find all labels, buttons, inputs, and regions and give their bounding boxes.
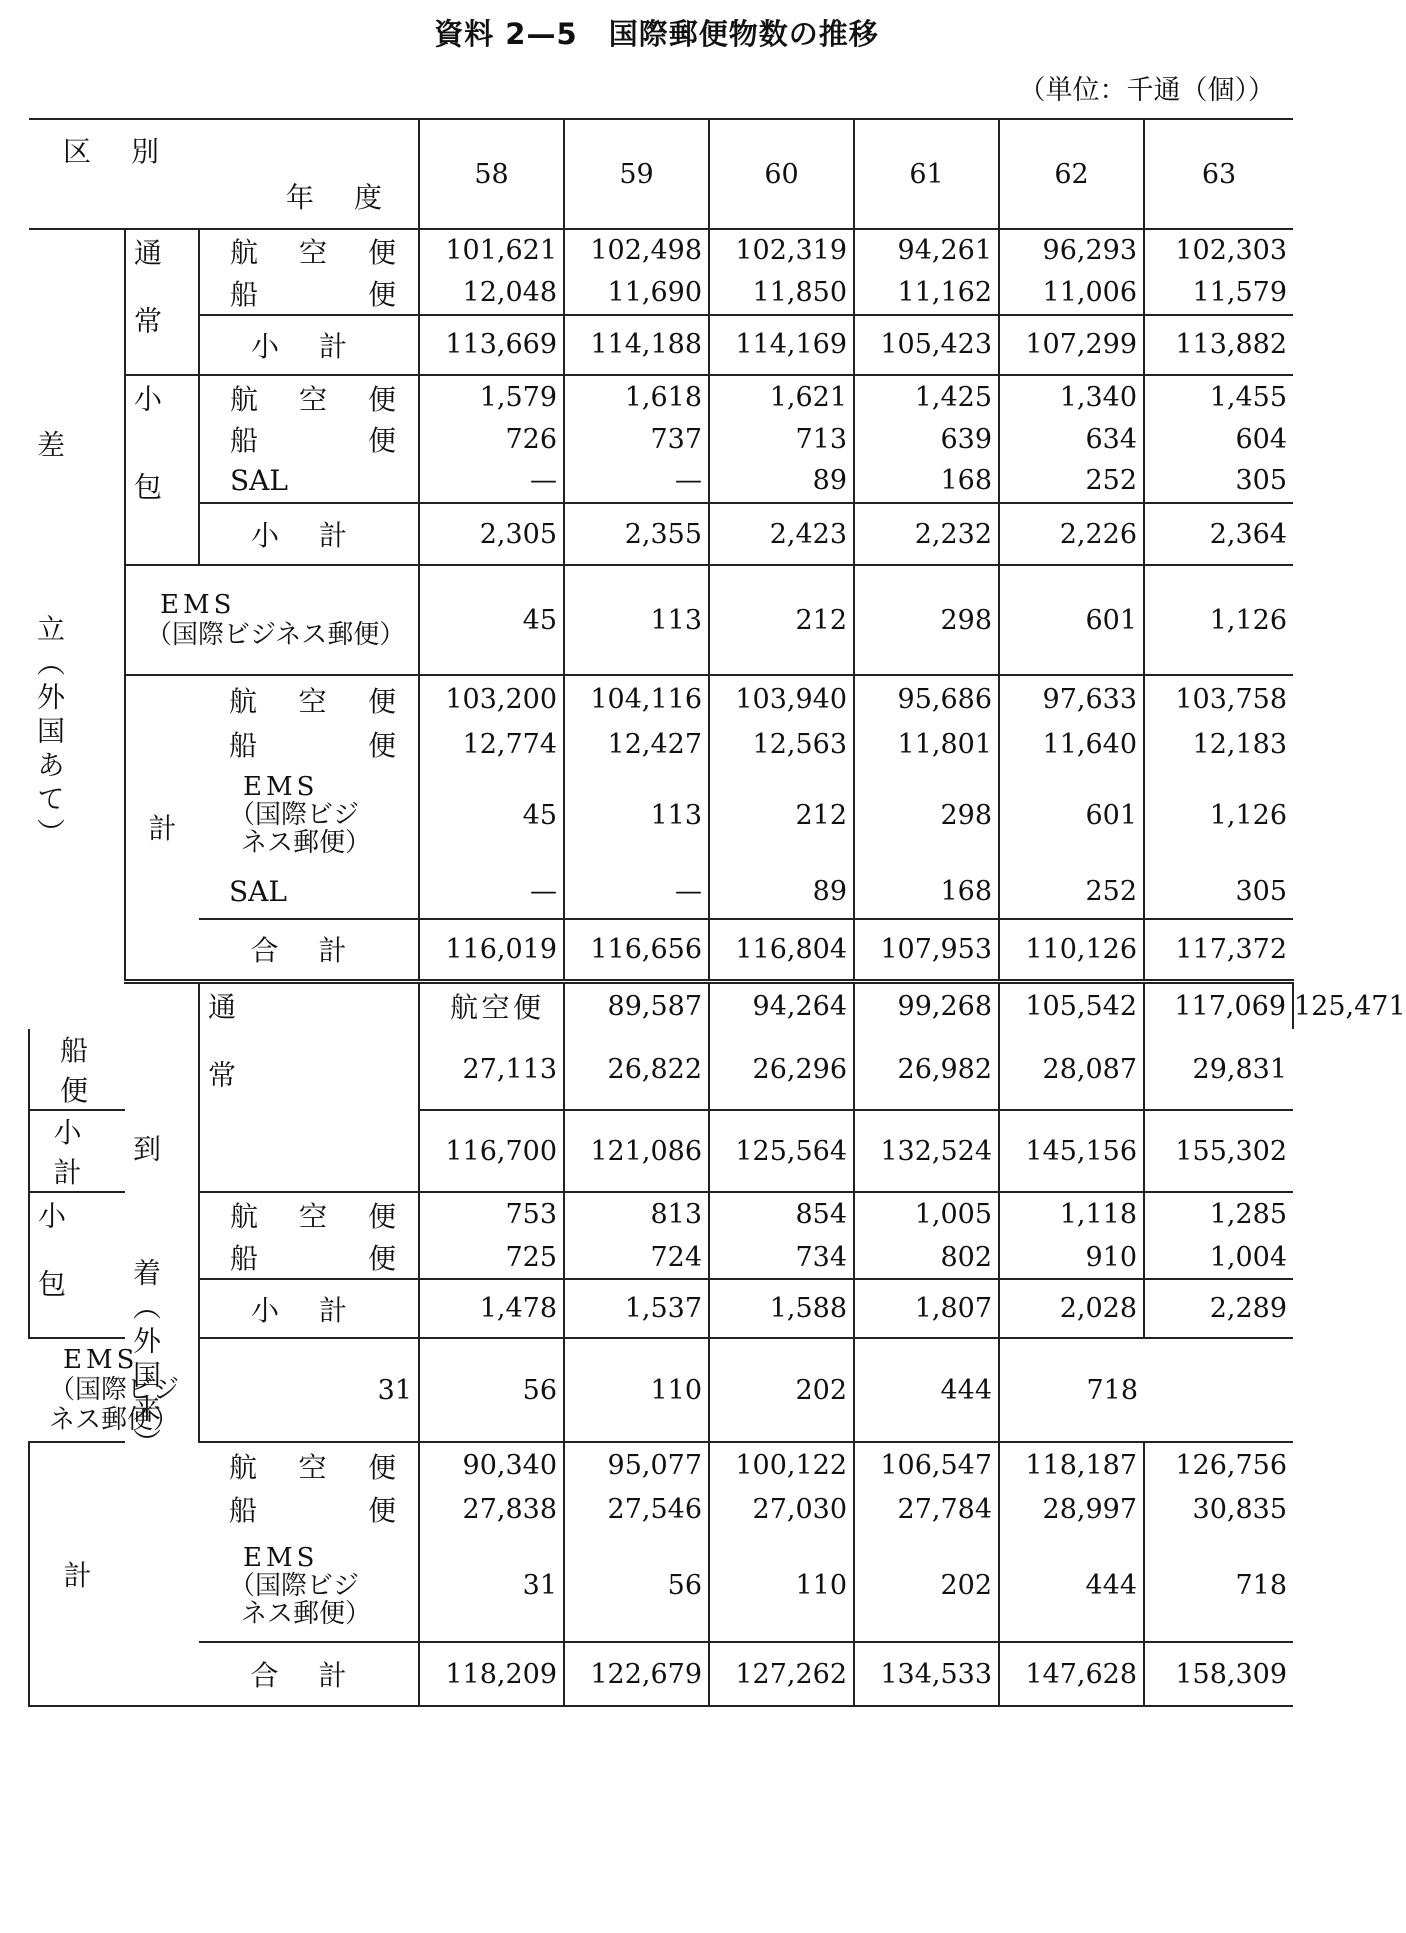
cell: 212 bbox=[709, 765, 854, 865]
cell: 27,784 bbox=[854, 1488, 999, 1530]
cell: 2,355 bbox=[564, 503, 709, 565]
arrive-total-label: 計 bbox=[29, 1442, 125, 1706]
cell: 105,423 bbox=[854, 315, 999, 376]
arrive-normal-air-label: 航空便 bbox=[419, 981, 564, 1029]
table-row bbox=[29, 1442, 1293, 1488]
cell: 27,030 bbox=[709, 1488, 854, 1530]
page-title bbox=[0, 12, 1313, 53]
cell: 2,364 bbox=[1144, 503, 1293, 565]
send-total-air-label: 航空便 bbox=[229, 684, 397, 718]
cell: 103,758 bbox=[1144, 675, 1293, 723]
cell: 737 bbox=[564, 419, 709, 459]
cell: 45 bbox=[419, 765, 564, 865]
cell: 147,628 bbox=[999, 1642, 1144, 1706]
cell: 601 bbox=[999, 565, 1144, 675]
send-label-bottom: 立（外国あて） bbox=[33, 614, 66, 852]
cell: 27,838 bbox=[419, 1488, 564, 1530]
cell: 26,296 bbox=[709, 1029, 854, 1110]
ems-short-line1: EMS bbox=[243, 1542, 319, 1573]
cell: 11,850 bbox=[709, 272, 854, 315]
cell: 212 bbox=[709, 565, 854, 675]
cell: 31 bbox=[419, 1530, 564, 1642]
arrive-ems-label bbox=[29, 1338, 199, 1442]
cell: 89 bbox=[709, 459, 854, 503]
header-corner bbox=[29, 119, 419, 229]
send-total-ems-label bbox=[199, 765, 419, 865]
year-63: 63 bbox=[1144, 119, 1293, 229]
ems-short-line2: （国際ビジ bbox=[229, 800, 360, 830]
category-header-label: 区 別 bbox=[63, 135, 166, 168]
cell: 2,423 bbox=[709, 503, 854, 565]
ems-short-line2: （国際ビジ bbox=[229, 1570, 360, 1601]
cell: 94,261 bbox=[854, 229, 999, 272]
table-row bbox=[29, 1279, 1293, 1338]
table-row bbox=[29, 229, 1293, 272]
ems-short-line3: ネス郵便） bbox=[241, 1598, 372, 1629]
ems-short-line1: EMS bbox=[243, 772, 319, 802]
cell: 105,542 bbox=[999, 981, 1144, 1029]
cell: 127,262 bbox=[709, 1642, 854, 1706]
cell: — bbox=[564, 459, 709, 503]
cell: 31 bbox=[199, 1338, 419, 1442]
cell: 252 bbox=[999, 865, 1144, 919]
cell: 100,122 bbox=[709, 1442, 854, 1488]
cell: 1,807 bbox=[854, 1279, 999, 1338]
table-row bbox=[29, 503, 1293, 565]
cell: 11,579 bbox=[1144, 272, 1293, 315]
cell: 813 bbox=[564, 1192, 709, 1237]
cell: 110,126 bbox=[999, 919, 1144, 981]
send-ems-label bbox=[125, 565, 419, 675]
cell: 56 bbox=[419, 1338, 564, 1442]
cell: 604 bbox=[1144, 419, 1293, 459]
cell: 1,618 bbox=[564, 375, 709, 419]
cell: 89,587 bbox=[564, 981, 709, 1029]
cell: 305 bbox=[1144, 459, 1293, 503]
cell: 713 bbox=[709, 419, 854, 459]
cell: 1,118 bbox=[999, 1192, 1144, 1237]
cell: — bbox=[419, 459, 564, 503]
send-normal-air-label: 航空便 bbox=[199, 229, 419, 272]
table-row bbox=[29, 723, 1293, 765]
arrive-parcel-subtotal-label: 小計 bbox=[199, 1279, 419, 1338]
cell: 104,116 bbox=[564, 675, 709, 723]
ems-label-line1: EMS bbox=[160, 590, 236, 620]
send-parcel-sea-label: 船便 bbox=[199, 419, 419, 459]
cell: 102,498 bbox=[564, 229, 709, 272]
header-row bbox=[29, 119, 1293, 229]
ems-short-line3: ネス郵便） bbox=[241, 828, 372, 858]
table-row bbox=[29, 459, 1293, 503]
cell: 802 bbox=[854, 1237, 999, 1280]
arrive-grand-total-label: 合計 bbox=[250, 1659, 387, 1692]
table-row bbox=[29, 1530, 1293, 1642]
send-total-sal-label: SAL bbox=[229, 875, 287, 908]
cell: 2,028 bbox=[999, 1279, 1144, 1338]
send-parcel-label: 小包 bbox=[125, 375, 199, 565]
table-row bbox=[29, 1488, 1293, 1530]
cell: 444 bbox=[854, 1338, 999, 1442]
cell: 116,019 bbox=[419, 919, 564, 981]
cell: 125,564 bbox=[709, 1110, 854, 1192]
cell: 1,588 bbox=[709, 1279, 854, 1338]
arrive-label-bottom: 着（外国来） bbox=[129, 1257, 162, 1462]
cell: 1,425 bbox=[854, 375, 999, 419]
cell: 95,686 bbox=[854, 675, 999, 723]
cell: 1,126 bbox=[1144, 765, 1293, 865]
send-parcel-subtotal-label: 小計 bbox=[199, 503, 419, 565]
cell: 12,048 bbox=[419, 272, 564, 315]
cell: — bbox=[564, 865, 709, 919]
cell: 634 bbox=[999, 419, 1144, 459]
cell: 26,982 bbox=[854, 1029, 999, 1110]
table-row bbox=[29, 1642, 1293, 1706]
cell: 1,004 bbox=[1144, 1237, 1293, 1280]
cell: 103,200 bbox=[419, 675, 564, 723]
cell: 168 bbox=[854, 459, 999, 503]
cell: 1,579 bbox=[419, 375, 564, 419]
cell: 11,690 bbox=[564, 272, 709, 315]
year-header-label: 年 度 bbox=[286, 181, 389, 214]
year-60: 60 bbox=[709, 119, 854, 229]
year-62: 62 bbox=[999, 119, 1144, 229]
cell: 89 bbox=[709, 865, 854, 919]
table-row bbox=[29, 765, 1293, 865]
cell: 718 bbox=[999, 1338, 1144, 1442]
cell: 102,303 bbox=[1144, 229, 1293, 272]
cell: 27,113 bbox=[419, 1029, 564, 1110]
year-61: 61 bbox=[854, 119, 999, 229]
unit-label: （単位：千通（個）） bbox=[1018, 75, 1275, 106]
arrive-parcel-sea-label: 船便 bbox=[199, 1237, 419, 1280]
table-row: 到 着（外国来） 通常 航空便 89,587 94,264 99,268 105,542 117,069 125,471 bbox=[29, 981, 1293, 1029]
ems-label-line2: （国際ビジネス郵便） bbox=[49, 1375, 180, 1435]
cell: 2,226 bbox=[999, 503, 1144, 565]
arrive-label-top: 到 bbox=[129, 1133, 162, 1168]
cell: 11,006 bbox=[999, 272, 1144, 315]
cell: 11,640 bbox=[999, 723, 1144, 765]
cell: 118,209 bbox=[419, 1642, 564, 1706]
cell: 11,162 bbox=[854, 272, 999, 315]
table-row bbox=[29, 675, 1293, 723]
year-58: 58 bbox=[419, 119, 564, 229]
cell: 110 bbox=[564, 1338, 709, 1442]
cell: 103,940 bbox=[709, 675, 854, 723]
arrive-parcel-label: 小包 bbox=[29, 1192, 125, 1338]
send-parcel-air-label: 航空便 bbox=[199, 375, 419, 419]
cell: 725 bbox=[419, 1237, 564, 1280]
cell: 126,756 bbox=[1144, 1442, 1293, 1488]
table-row bbox=[29, 1237, 1293, 1280]
send-label-top: 差 bbox=[33, 430, 66, 464]
cell: 118,187 bbox=[999, 1442, 1144, 1488]
cell: 96,293 bbox=[999, 229, 1144, 272]
cell: 726 bbox=[419, 419, 564, 459]
cell: 113,669 bbox=[419, 315, 564, 376]
table-row bbox=[29, 1338, 1293, 1442]
cell: 134,533 bbox=[854, 1642, 999, 1706]
cell: 117,069 bbox=[1144, 981, 1293, 1029]
table-row bbox=[29, 375, 1293, 419]
cell: 107,953 bbox=[854, 919, 999, 981]
cell: 910 bbox=[999, 1237, 1144, 1280]
cell: 56 bbox=[564, 1530, 709, 1642]
cell: 601 bbox=[999, 765, 1144, 865]
cell: 122,679 bbox=[564, 1642, 709, 1706]
cell: 12,183 bbox=[1144, 723, 1293, 765]
cell: 26,822 bbox=[564, 1029, 709, 1110]
cell: 30,835 bbox=[1144, 1488, 1293, 1530]
cell: 28,997 bbox=[999, 1488, 1144, 1530]
title-label: 資料 2—5 bbox=[434, 17, 578, 51]
cell: 724 bbox=[564, 1237, 709, 1280]
cell: 734 bbox=[709, 1237, 854, 1280]
arrive-total-ems-label bbox=[199, 1530, 419, 1642]
cell: 106,547 bbox=[854, 1442, 999, 1488]
arrive-normal-subtotal-label: 小計 bbox=[29, 1110, 125, 1192]
arrive-normal-sea-label: 船便 bbox=[29, 1029, 125, 1110]
cell: 102,319 bbox=[709, 229, 854, 272]
send-normal-sea-label: 船便 bbox=[199, 272, 419, 315]
ems-label-line2: （国際ビジネス郵便） bbox=[146, 620, 406, 650]
cell: 99,268 bbox=[854, 981, 999, 1029]
arrive-total-air-label: 航空便 bbox=[229, 1450, 397, 1484]
cell: 202 bbox=[854, 1530, 999, 1642]
cell: 12,774 bbox=[419, 723, 564, 765]
send-normal-label: 通常 bbox=[125, 229, 199, 375]
cell: 94,264 bbox=[709, 981, 854, 1029]
cell: 639 bbox=[854, 419, 999, 459]
cell: 854 bbox=[709, 1192, 854, 1237]
title-text: 国際郵便物数の推移 bbox=[608, 17, 879, 51]
cell: 116,656 bbox=[564, 919, 709, 981]
cell: 1,478 bbox=[419, 1279, 564, 1338]
cell: 1,285 bbox=[1144, 1192, 1293, 1237]
cell: 97,633 bbox=[999, 675, 1144, 723]
year-59: 59 bbox=[564, 119, 709, 229]
table-row bbox=[29, 565, 1293, 675]
cell: 1,340 bbox=[999, 375, 1144, 419]
cell: 11,801 bbox=[854, 723, 999, 765]
cell: 12,563 bbox=[709, 723, 854, 765]
cell: 305 bbox=[1144, 865, 1293, 919]
cell: 132,524 bbox=[854, 1110, 999, 1192]
ems-label-line1: EMS bbox=[63, 1345, 139, 1375]
cell: 114,188 bbox=[564, 315, 709, 376]
cell: 168 bbox=[854, 865, 999, 919]
cell: 113 bbox=[564, 765, 709, 865]
cell: 158,309 bbox=[1144, 1642, 1293, 1706]
cell: 444 bbox=[999, 1530, 1144, 1642]
table-row bbox=[29, 419, 1293, 459]
table-row bbox=[29, 272, 1293, 315]
cell: 121,086 bbox=[564, 1110, 709, 1192]
send-normal-subtotal-label: 小計 bbox=[199, 315, 419, 376]
table-row bbox=[29, 919, 1293, 981]
cell: 298 bbox=[854, 565, 999, 675]
cell: 113,882 bbox=[1144, 315, 1293, 376]
cell: 2,289 bbox=[1144, 1279, 1293, 1338]
send-label bbox=[29, 229, 125, 1029]
cell: 116,700 bbox=[419, 1110, 564, 1192]
arrive-normal-label: 通常 bbox=[199, 981, 419, 1192]
send-total-label: 計 bbox=[125, 675, 199, 981]
postal-table bbox=[28, 118, 1406, 1707]
table-row bbox=[29, 1192, 1293, 1237]
cell: 28,087 bbox=[999, 1029, 1144, 1110]
cell: 202 bbox=[709, 1338, 854, 1442]
cell: 1,621 bbox=[709, 375, 854, 419]
cell: 1,455 bbox=[1144, 375, 1293, 419]
cell: 155,302 bbox=[1144, 1110, 1293, 1192]
cell: 29,831 bbox=[1144, 1029, 1293, 1110]
send-parcel-sal-label: SAL bbox=[199, 459, 419, 503]
cell: 1,126 bbox=[1144, 565, 1293, 675]
cell: 101,621 bbox=[419, 229, 564, 272]
cell: 2,232 bbox=[854, 503, 999, 565]
cell: 12,427 bbox=[564, 723, 709, 765]
cell: 2,305 bbox=[419, 503, 564, 565]
cell: 298 bbox=[854, 765, 999, 865]
cell: 252 bbox=[999, 459, 1144, 503]
cell: 718 bbox=[1144, 1530, 1293, 1642]
table-row bbox=[29, 315, 1293, 376]
arrive-total-sea-label: 船便 bbox=[229, 1494, 397, 1527]
cell: 1,537 bbox=[564, 1279, 709, 1338]
cell: 45 bbox=[419, 565, 564, 675]
cell: 114,169 bbox=[709, 315, 854, 376]
cell: 753 bbox=[419, 1192, 564, 1237]
send-grand-total-label: 合計 bbox=[250, 934, 387, 968]
table-row bbox=[29, 865, 1293, 919]
cell: — bbox=[419, 865, 564, 919]
cell: 145,156 bbox=[999, 1110, 1144, 1192]
cell: 116,804 bbox=[709, 919, 854, 981]
cell: 107,299 bbox=[999, 315, 1144, 376]
cell: 113 bbox=[564, 565, 709, 675]
cell: 117,372 bbox=[1144, 919, 1293, 981]
send-total-sea-label: 船便 bbox=[229, 729, 397, 762]
cell: 1,005 bbox=[854, 1192, 999, 1237]
arrive-parcel-air-label: 航空便 bbox=[199, 1192, 419, 1237]
cell: 90,340 bbox=[419, 1442, 564, 1488]
cell: 110 bbox=[709, 1530, 854, 1642]
cell: 95,077 bbox=[564, 1442, 709, 1488]
cell: 27,546 bbox=[564, 1488, 709, 1530]
